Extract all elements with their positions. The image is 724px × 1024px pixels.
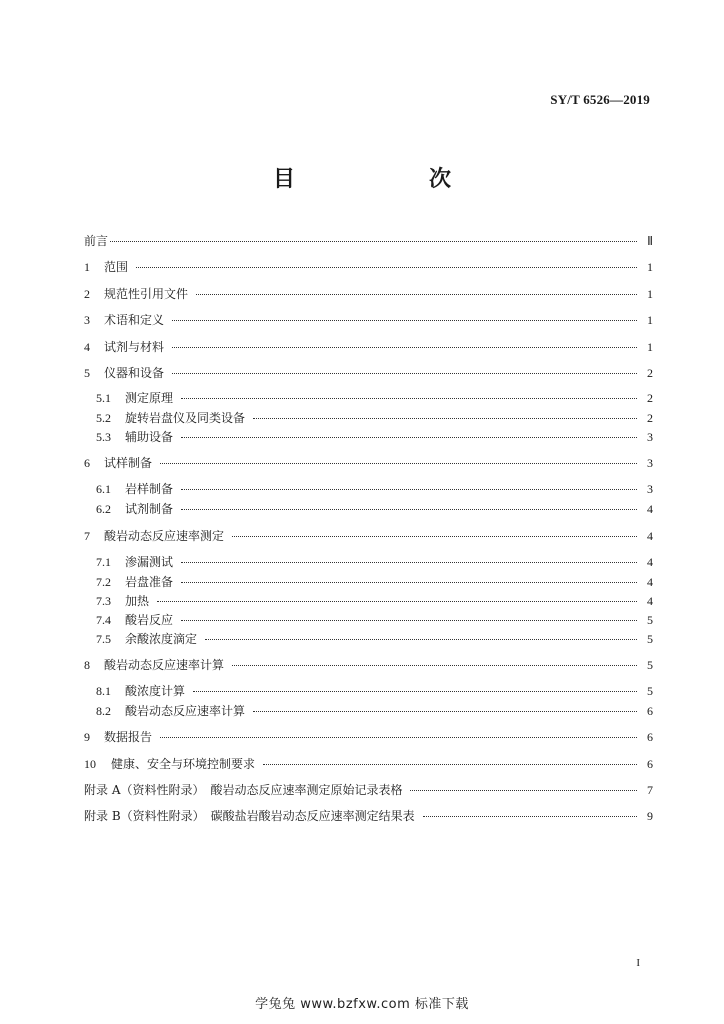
toc-entry-page: 7 — [647, 783, 653, 797]
toc-entry — [96, 593, 653, 609]
toc-entry-page: 1 — [647, 287, 653, 301]
toc-entry-number: 7.2 — [96, 575, 111, 589]
toc-entry-number: 8.2 — [96, 704, 111, 718]
toc-entry — [84, 286, 653, 302]
toc-entry — [96, 574, 653, 590]
toc-entry-page: 4 — [647, 594, 653, 608]
toc-entry-title: 测定原理 — [125, 391, 174, 405]
toc-entry-number: 6 — [84, 456, 90, 470]
toc-entry-page: 5 — [647, 684, 653, 698]
toc-entry — [84, 528, 653, 544]
toc-entry-page: 2 — [647, 366, 653, 380]
toc-entry-page: 5 — [647, 613, 653, 627]
toc-dot-leader — [253, 711, 637, 712]
toc-dot-leader — [205, 639, 637, 640]
toc-entry — [84, 808, 653, 824]
toc-entry-number: 1 — [84, 260, 90, 274]
toc-entry-page: 3 — [647, 430, 653, 444]
toc-entry-page: 5 — [647, 632, 653, 646]
toc-dot-leader — [196, 294, 637, 295]
toc-dot-leader — [160, 463, 637, 464]
toc-entry-page: 1 — [647, 340, 653, 354]
document-code: SY/T 6526—2019 — [550, 92, 650, 107]
toc-entry-page: 6 — [647, 757, 653, 771]
toc-entry-title: 健康、安全与环境控制要求 — [111, 757, 256, 771]
toc-entry-page: 2 — [647, 411, 653, 425]
toc-entry-title: 加热 — [125, 594, 150, 608]
toc-entry-page: 9 — [647, 809, 653, 823]
toc-dot-leader — [172, 373, 637, 374]
toc-dot-leader — [423, 816, 637, 817]
toc-entry-number: 7.3 — [96, 594, 111, 608]
toc-dot-leader — [110, 241, 637, 242]
toc-entry — [96, 612, 653, 628]
toc-entry-title: 岩样制备 — [125, 482, 174, 496]
toc-entry-title: 仪器和设备 — [104, 366, 165, 380]
toc-dot-leader — [181, 620, 637, 621]
toc-entry-title: 酸岩动态反应速率计算 — [125, 704, 246, 718]
toc-entry-title: 酸浓度计算 — [125, 684, 186, 698]
toc-dot-leader — [410, 790, 637, 791]
page-number: I — [636, 957, 640, 969]
toc-entry-title: 数据报告 — [104, 730, 153, 744]
toc-entry-title: 岩盘准备 — [125, 575, 174, 589]
toc-entry-number: 5.2 — [96, 411, 111, 425]
toc-entry-page: 4 — [647, 502, 653, 516]
toc-entry-page: 1 — [647, 260, 653, 274]
toc-entry-title: 前言 — [84, 234, 109, 248]
toc-entry-number: 7.5 — [96, 632, 111, 646]
toc-entry-title: 附录 B（资料性附录） 碳酸盐岩酸岩动态反应速率测定结果表 — [84, 809, 415, 823]
toc-entry — [96, 410, 653, 426]
toc-entry-number: 8.1 — [96, 684, 111, 698]
toc-dot-leader — [157, 601, 637, 602]
toc-dot-leader — [232, 536, 637, 537]
toc-entry-title: 试剂与材料 — [104, 340, 165, 354]
toc-dot-leader — [181, 489, 637, 490]
page-title: 目 次 — [272, 166, 481, 192]
toc-entry-number: 6.2 — [96, 502, 111, 516]
toc-entry-title: 规范性引用文件 — [104, 287, 189, 301]
toc-entry-title: 辅助设备 — [125, 430, 174, 444]
toc-entry-number: 10 — [84, 757, 96, 771]
toc-entry-title: 酸岩动态反应速率测定 — [104, 529, 225, 543]
toc-entry-page: 5 — [647, 658, 653, 672]
toc-entry-number: 3 — [84, 313, 90, 327]
toc-dot-leader — [136, 267, 637, 268]
toc-entry-title: 试剂制备 — [125, 502, 174, 516]
toc-dot-leader — [181, 582, 637, 583]
toc-entry-title: 术语和定义 — [104, 313, 165, 327]
toc-entry — [84, 782, 653, 798]
toc-entry-number: 6.1 — [96, 482, 111, 496]
toc-entry-title: 余酸浓度滴定 — [125, 632, 198, 646]
toc-entry-number: 2 — [84, 287, 90, 301]
toc-dot-leader — [263, 764, 637, 765]
toc-entry-title: 范围 — [104, 260, 129, 274]
toc-entry — [96, 631, 653, 647]
toc-entry-page: Ⅱ — [647, 234, 653, 248]
toc-entry-page: 4 — [647, 529, 653, 543]
toc-entry-page: 6 — [647, 730, 653, 744]
toc-entry-page: 1 — [647, 313, 653, 327]
toc-entry — [84, 339, 653, 355]
toc-entry-title: 试样制备 — [104, 456, 153, 470]
toc-entry — [96, 429, 653, 445]
toc-entry-number: 5 — [84, 366, 90, 380]
toc-dot-leader — [253, 418, 637, 419]
toc-entry — [84, 455, 653, 471]
toc-dot-leader — [181, 437, 637, 438]
toc-entry-page: 2 — [647, 391, 653, 405]
toc-entry-page: 6 — [647, 704, 653, 718]
toc-entry — [84, 657, 653, 673]
toc-dot-leader — [193, 691, 637, 692]
toc-entry-page: 3 — [647, 456, 653, 470]
toc-entry — [84, 259, 653, 275]
toc-entry-title: 渗漏测试 — [125, 555, 174, 569]
toc-dot-leader — [172, 347, 637, 348]
toc-entry-number: 7.1 — [96, 555, 111, 569]
toc-entry-page: 4 — [647, 555, 653, 569]
toc-entry — [96, 703, 653, 719]
toc-entry-number: 4 — [84, 340, 90, 354]
watermark-text: 学兔兔 www.bzfxw.com 标准下载 — [255, 997, 469, 1012]
toc-entry — [96, 554, 653, 570]
toc-entry-page: 4 — [647, 575, 653, 589]
toc-dot-leader — [160, 737, 637, 738]
toc-entry-title: 酸岩动态反应速率计算 — [104, 658, 225, 672]
toc-entry-number: 5.1 — [96, 391, 111, 405]
toc-entry-title: 附录 A（资料性附录） 酸岩动态反应速率测定原始记录表格 — [84, 783, 403, 797]
toc-entry — [96, 481, 653, 497]
toc-entry — [84, 756, 653, 772]
toc-entry — [96, 390, 653, 406]
toc-entry-number: 7.4 — [96, 613, 111, 627]
toc-entry — [84, 233, 653, 249]
toc-entry — [96, 683, 653, 699]
toc-entry-number: 9 — [84, 730, 90, 744]
toc-dot-leader — [172, 320, 637, 321]
toc-dot-leader — [181, 509, 637, 510]
toc-entry — [84, 312, 653, 328]
toc-dot-leader — [181, 398, 637, 399]
toc-entry-title: 旋转岩盘仪及同类设备 — [125, 411, 246, 425]
toc-entry-title: 酸岩反应 — [125, 613, 174, 627]
toc-entry — [84, 365, 653, 381]
toc-dot-leader — [232, 665, 637, 666]
toc-entry-page: 3 — [647, 482, 653, 496]
toc-entry-number: 7 — [84, 529, 90, 543]
toc-entry — [84, 729, 653, 745]
toc-entry-number: 5.3 — [96, 430, 111, 444]
toc-entry — [96, 501, 653, 517]
toc-dot-leader — [181, 562, 637, 563]
toc-entry-number: 8 — [84, 658, 90, 672]
